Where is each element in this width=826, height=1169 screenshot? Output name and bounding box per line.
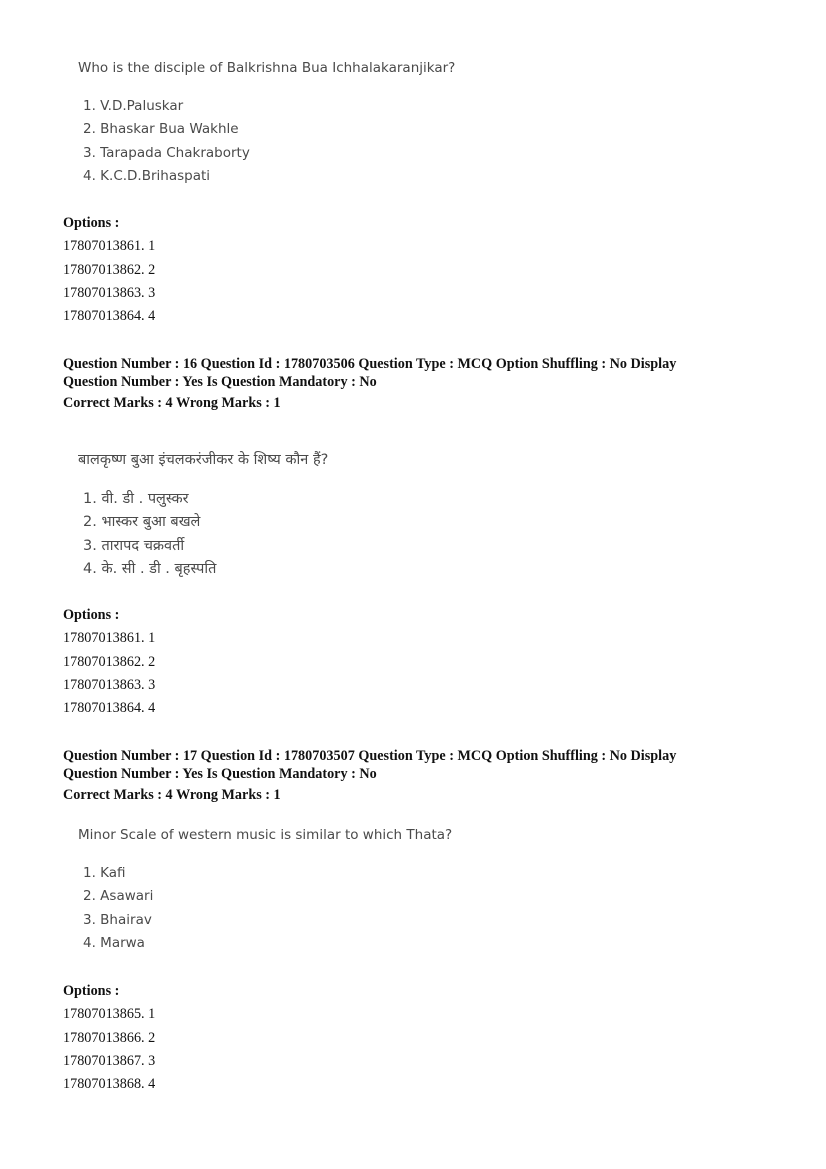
marks-line: Correct Marks : 4 Wrong Marks : 1 (63, 787, 281, 803)
meta-line: Question Number : 16 Question Id : 1780703506 Question Type : MCQ Option Shuffling : No Display (63, 356, 677, 372)
question-image-16 (78, 449, 328, 581)
choice-item: 1. Kafi (83, 865, 126, 881)
options-block-15 (63, 212, 155, 328)
option-item: 17807013861. 1 (63, 630, 156, 647)
choice-item: 4. K.C.D.Brihaspati (83, 167, 211, 184)
choice-item: 2. Asawari (83, 888, 154, 905)
question-image-17 (78, 827, 452, 955)
choice-list (78, 488, 328, 581)
option-item: 17807013864. 4 (63, 308, 156, 325)
question-text: Minor Scale of western music is similar to which Thata? (78, 827, 453, 843)
question-meta-17 (63, 748, 763, 805)
marks-line: Correct Marks : 4 Wrong Marks : 1 (63, 395, 281, 411)
choice-item: 3. Tarapada Chakraborty (83, 144, 250, 161)
option-item: 17807013862. 2 (63, 261, 156, 278)
question-text: बालकृष्ण बुआ इंचलकरंजीकर के शिष्य कौन हैं? (78, 452, 329, 468)
question-text: Who is the disciple of Balkrishna Bua Ichhalakaranjikar? (78, 60, 456, 76)
options-label: Options : (63, 607, 120, 623)
question-image-15 (78, 60, 455, 188)
options-block-16 (63, 604, 155, 720)
options-block-17 (63, 980, 155, 1096)
option-item: 17807013861. 1 (63, 238, 156, 255)
choice-list (78, 95, 455, 188)
options-label: Options : (63, 215, 120, 231)
choice-item: 4. के. सी . डी . बृहस्पति (83, 560, 217, 577)
choice-item: 3. Bhairav (83, 911, 152, 928)
meta-line: Question Number : 17 Question Id : 1780703507 Question Type : MCQ Option Shuffling : No Display (63, 748, 677, 764)
question-meta-16 (63, 356, 763, 413)
options-label: Options : (63, 983, 120, 999)
choice-list (78, 862, 452, 955)
option-item: 17807013864. 4 (63, 700, 156, 717)
option-item: 17807013865. 1 (63, 1006, 156, 1023)
meta-line: Question Number : Yes Is Question Mandatory : No (63, 373, 377, 390)
option-item: 17807013866. 2 (63, 1029, 156, 1046)
option-item: 17807013863. 3 (63, 676, 156, 693)
meta-line: Question Number : Yes Is Question Mandatory : No (63, 765, 377, 782)
choice-item: 2. भास्कर बुआ बखले (83, 514, 201, 531)
option-item: 17807013867. 3 (63, 1052, 156, 1069)
choice-item: 3. तारापद चक्रवर्ती (83, 537, 185, 554)
option-item: 17807013863. 3 (63, 284, 156, 301)
choice-item: 2. Bhaskar Bua Wakhle (83, 121, 239, 138)
choice-item: 1. वी. डी . पलुस्कर (83, 491, 189, 507)
option-item: 17807013862. 2 (63, 653, 156, 670)
choice-item: 4. Marwa (83, 934, 145, 951)
choice-item: 1. V.D.Paluskar (83, 98, 184, 114)
option-item: 17807013868. 4 (63, 1076, 156, 1093)
